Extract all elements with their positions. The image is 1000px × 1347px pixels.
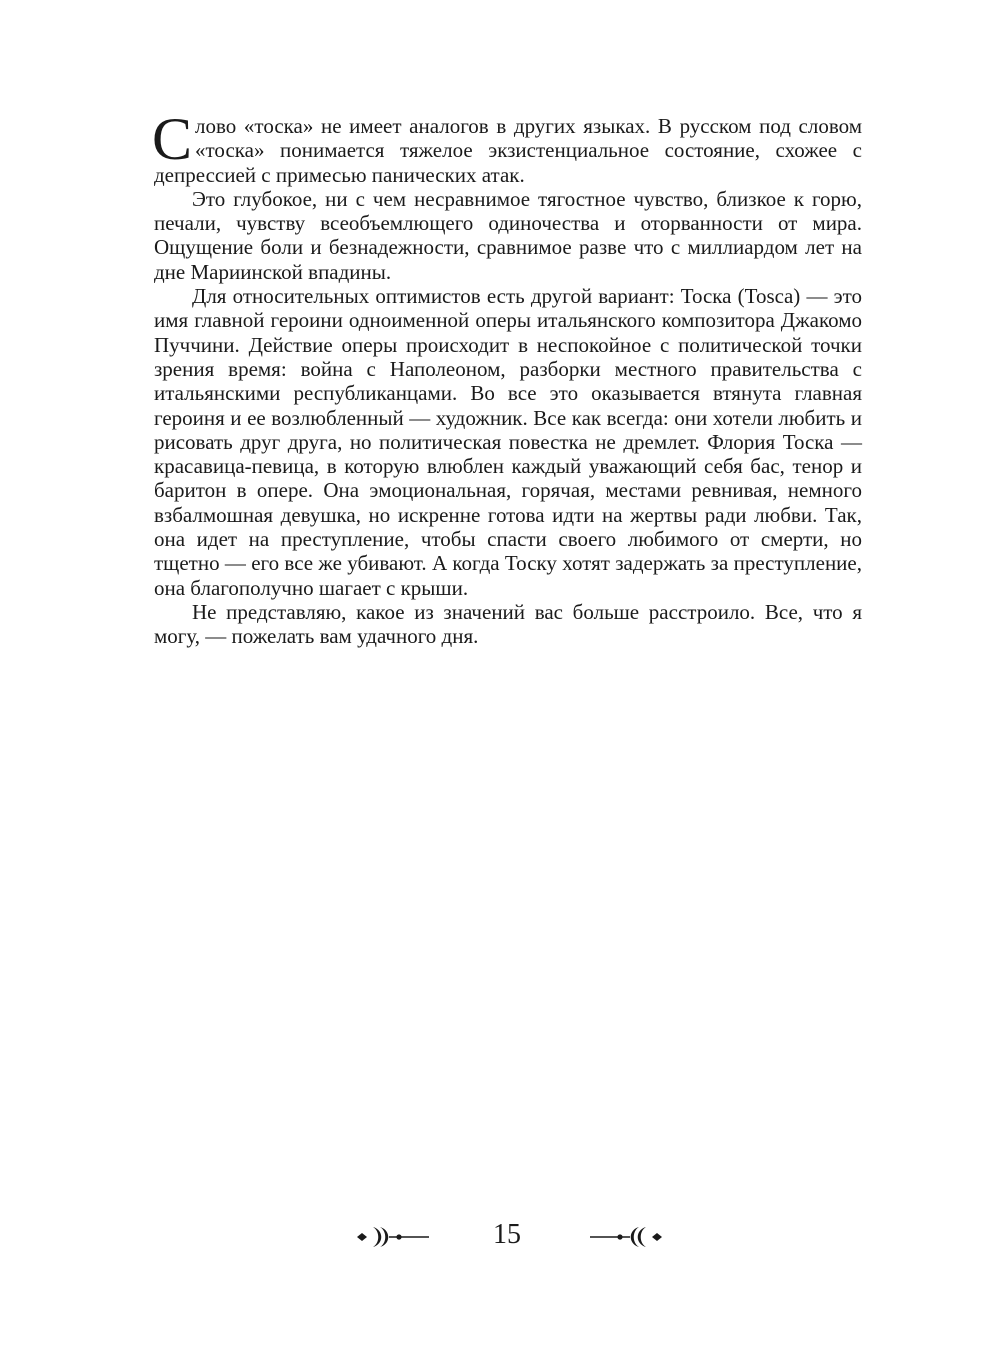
paragraph-1 [152, 106, 862, 187]
page-number: 15 [493, 1219, 521, 1250]
drop-cap: С [152, 106, 193, 172]
page-footer [0, 1218, 1000, 1258]
chapter-text [152, 106, 862, 649]
crescent-ornament-right-icon [588, 1224, 664, 1250]
paragraph-1-text: лово «тоска» не имеет аналогов в других языках. В русском под словом «тоска» понимается тяжелое экзистенциальное состояние, схожее с депрессией с примесью панических атак. [154, 114, 862, 187]
paragraph-3: Для относительных оптимистов есть другой вариант: Тоска (Tosca) — это имя главной героини одноименной оперы итальянского композитора Джакомо Пуччини. Действие оперы происходит в неспокойное с политической точки зрения время: война с Наполеоном, разборки местного правительства с итальянскими республиканцами. Во все это оказывается втянута главная героиня и ее возлюбленный — художник. Все как всегда: они хотели любить и рисовать друг друга, но политическая повестка не дремлет. Флория Тоска — красавица-певица, в которую влюблен каждый уважающий себя бас, тенор и баритон в опере. Она эмоциональная, горячая, местами ревнивая, немного взбалмошная девушка, но искренне готова идти на жертвы ради любви. Так, она идет на преступление, чтобы спасти своего любимого от смерти, но тщетно — его все же убивают. А когда Тоску хотят задержать за преступление, она благополучно шагает с крыши. [154, 284, 862, 600]
crescent-ornament-left-icon [355, 1224, 431, 1250]
paragraph-2: Это глубокое, ни с чем несравнимое тягостное чувство, близкое к горю, печали, чувству всеобъемлющего одиночества и оторванности от мира. Ощущение боли и безнадежности, сравнимое разве что с миллиардом лет на дне Мариинской впадины. [154, 186, 862, 284]
paragraph-4: Не представляю, какое из значений вас больше расстроило. Все, что я могу, — пожелать вам удачного дня. [154, 599, 862, 649]
